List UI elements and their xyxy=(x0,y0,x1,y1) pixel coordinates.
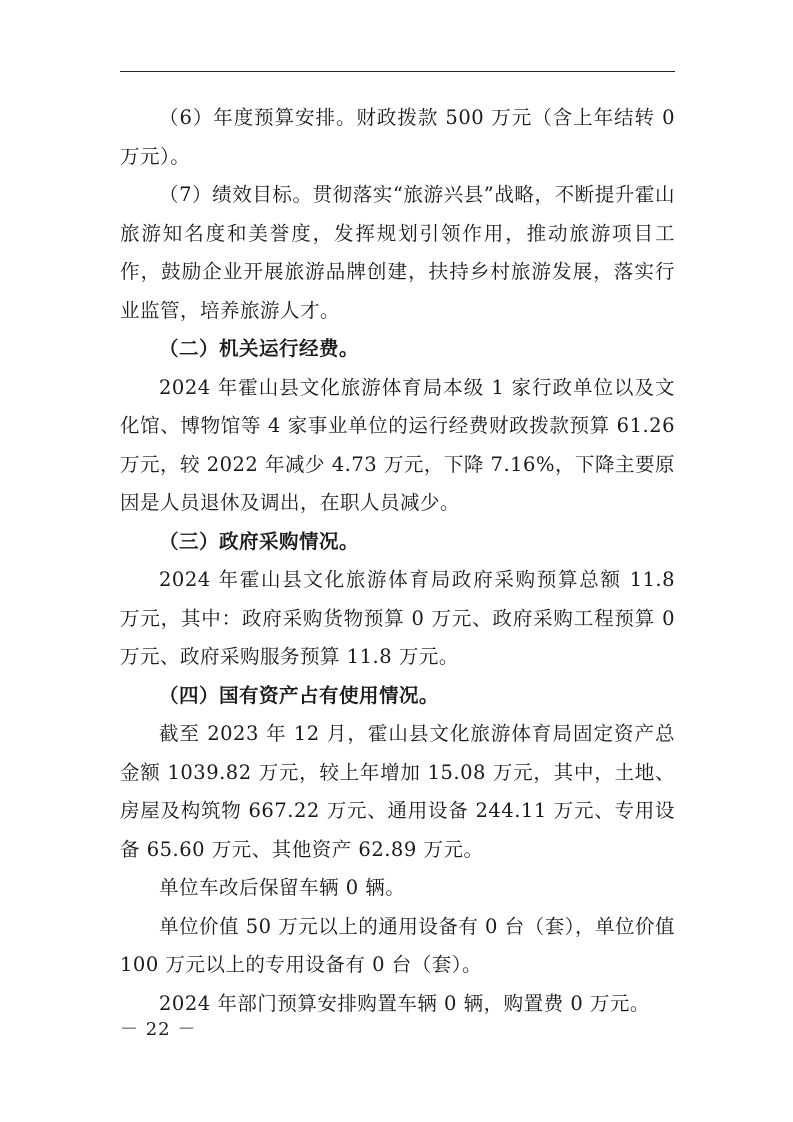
section-heading-state-assets: （四）国有资产占有使用情况。 xyxy=(159,683,440,707)
paragraph-budget-arrangement: （6）年度预算安排。财政拨款 500 万元（含上年结转 0 万元）。 xyxy=(120,106,675,168)
paragraph-operating-funds: 2024 年霍山县文化旅游体育局本级 1 家行政单位以及文化馆、博物馆等 4 家事业单位的运行经费财政拨款预算 61.26 万元，较 2022 年减少 4.73 万元，下降 7.16%，下降主要原因是人员退休及调出，在职人员减少。 xyxy=(120,375,675,514)
paragraph-equipment-value: 单位价值 50 万元以上的通用设备有 0 台（套），单位价值 100 万元以上的专用设备有 0 台（套）。 xyxy=(120,914,675,976)
section-heading-operating-funds: （二）机关运行经费。 xyxy=(159,337,360,360)
paragraph-fixed-assets: 截至 2023 年 12 月，霍山县文化旅游体育局固定资产总金额 1039.82 万元，较上年增加 15.08 万元，其中，土地、房屋及构筑物 667.22 万元、通用设备 244.11 万元、专用设备 65.60 万元、其他资产 62.89 万元。 xyxy=(120,722,675,861)
page-number: － 22 － xyxy=(120,1019,197,1040)
header-rule xyxy=(120,71,675,72)
paragraph-vehicles-retained: 单位车改后保留车辆 0 辆。 xyxy=(159,876,406,899)
paragraph-procurement: 2024 年霍山县文化旅游体育局政府采购预算总额 11.8 万元，其中：政府采购货物预算 0 万元、政府采购工程预算 0 万元、政府采购服务预算 11.8 万元。 xyxy=(120,568,675,668)
section-heading-procurement: （三）政府采购情况。 xyxy=(159,529,360,553)
paragraph-vehicle-purchase: 2024 年部门预算安排购置车辆 0 辆，购置费 0 万元。 xyxy=(159,991,650,1015)
document-body xyxy=(120,99,675,1023)
paragraph-performance-goal: （7）绩效目标。贯彻落实“旅游兴县”战略，不断提升霍山旅游知名度和美誉度，发挥规划引领作用，推动旅游项目工作，鼓励企业开展旅游品牌创建，扶持乡村旅游发展，落实行业监管，培养旅游人才。 xyxy=(120,183,675,322)
